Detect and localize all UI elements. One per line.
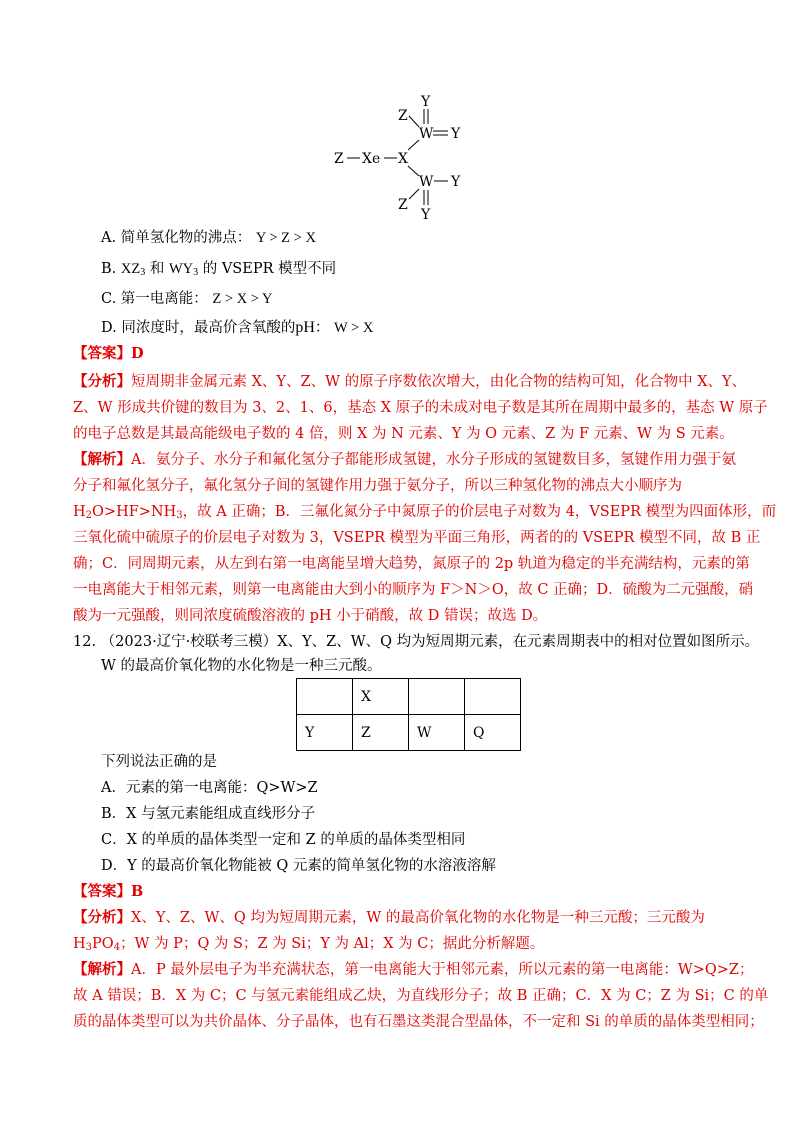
q11-analysis-line-1: 【分析】短周期非金属元素 X、Y、Z、W 的原子序数依次增大，由化合物的结构可知，化合物中 X、Y、 [73, 373, 747, 390]
q12-option-d: D．Y 的最高价氧化物能被 Q 元素的简单氢化物的水溶液溶解 [101, 858, 496, 874]
q11-explain-line-6: 一电离能大于相邻元素，则第一电离能由大到小的顺序为 F＞N＞O，故 C 正确；D．硫酸为二元强酸，硝 [73, 582, 754, 598]
q11-option-a [101, 228, 316, 248]
bond-w-z-bottom [409, 189, 419, 199]
question-number: 12. [73, 634, 97, 650]
q12-explain-line-2: 故 A 错误；B．X 为 C；C 与氢元素能组成乙炔，为直线形分子；故 B 正确；C．X 为 C；Z 为 Si；C 的单 [73, 988, 769, 1004]
q12-option-a: A．元素的第一电离能：Q>W>Z [101, 780, 318, 796]
q11-analysis-line-2: Z、W 形成共价键的数目为 3、2、1、6，基态 X 原子的未成对电子数是其所在周期中最多的，基态 W 原子 [73, 400, 768, 416]
option-formula: Z > X > Y [212, 291, 273, 307]
formula-wy3: $WY_3$ [168, 261, 199, 278]
analysis-tag: 【分析】 [73, 373, 131, 390]
answer-value: B [131, 883, 144, 900]
atom-w-bottom: W [419, 174, 434, 190]
table-row [297, 679, 521, 715]
answer-tag: 【答案】 [73, 345, 131, 362]
option-text: 同浓度时，最高价含氧酸的 [121, 320, 296, 336]
atom-w-top: W [419, 126, 434, 142]
q12-stem-line-2: W 的最高价氧化物的水化物是一种三元酸。 [101, 658, 382, 674]
bond-w-x-top [408, 140, 419, 150]
option-label: B. [101, 261, 117, 277]
table-cell [297, 679, 353, 715]
table-cell [409, 679, 465, 715]
atom-y-bottom-right: Y [451, 174, 461, 190]
q12-analysis-line-2: $H_3PO_4$；W 为 P；Q 为 S；Z 为 Si；Y 为 Al；X 为 C；据此分析解题。 [73, 936, 545, 953]
table-row [297, 715, 521, 751]
table-cell: X [353, 679, 409, 715]
q11-option-d: D. 同浓度时，最高价含氧酸的pH： W > X [101, 319, 374, 336]
q12-answer [73, 882, 143, 902]
periodic-position-table [296, 678, 521, 751]
q12-explain-line-3: 质的晶体类型可以为共价晶体、分子晶体，也有石墨这类混合型晶体，不一定和 Si 的单质的晶体类型相同； [73, 1014, 764, 1030]
option-text: 简单氢化物的沸点： [120, 230, 252, 246]
q12-option-c: C．X 的单质的晶体类型一定和 Z 的单质的晶体类型相同 [101, 832, 466, 848]
q12-option-b: B．X 与氢元素能组成直线形分子 [101, 806, 316, 822]
table-cell: Y [297, 715, 353, 751]
q11-explain-line-4: 三氧化硫中硫原子的价层电子对数为 3，VSEPR 模型为平面三角形，两者的的 VSEPR 模型不同，故 B 正 [73, 530, 761, 546]
q12-explain-line-1: 【解析】A．P 最外层电子为半充满状态，第一电离能大于相邻元素，所以元素的第一电离能：W>Q>Z； [73, 961, 754, 978]
option-formula: W > X [334, 320, 374, 336]
table-cell [465, 679, 521, 715]
option-label: A. [101, 230, 117, 246]
option-label: C. [101, 291, 117, 307]
q12-analysis-line-1: 【分析】X、Y、Z、W、Q 均为短周期元素，W 的最高价氧化物的水化物是一种三元酸；三元酸为 [73, 909, 705, 926]
option-text: 的 VSEPR 模型不同 [202, 261, 337, 277]
atom-y-top-up: Y [421, 94, 431, 110]
table-cell: Z [353, 715, 409, 751]
q11-analysis-line-3: 的电子总数是其最高能级电子数的 4 倍，则 X 为 N 元素、Y 为 O 元素、Z 为 F 元素、W 为 S 元素。 [73, 426, 734, 442]
q12-question: 下列说法正确的是 [101, 754, 217, 770]
explain-tag: 【解析】 [73, 451, 131, 468]
option-text: 第一电离能： [120, 291, 208, 307]
atom-z-bottom-left: Z [398, 197, 408, 213]
option-label: D. [101, 320, 117, 336]
q11-explain-line-5: 确；C．同周期元素，从左到右第一电离能呈增大趋势，氮原子的 2p 轨道为稳定的半充满结构，元素的第 [73, 556, 750, 572]
table-cell: W [409, 715, 465, 751]
option-mid: 和 [149, 261, 165, 277]
bond-x-w-bottom [408, 166, 419, 176]
q11-option-c [101, 289, 273, 309]
atom-y-top-right: Y [451, 126, 461, 142]
atom-z-top-left: Z [398, 108, 408, 124]
q11-option-b [101, 259, 336, 279]
table-cell: Q [465, 715, 521, 751]
atom-xe: Xe [362, 151, 381, 167]
atom-x: X [398, 151, 408, 167]
q11-explain-line-2: 分子和氟化氢分子，氟化氢分子间的氢键作用力强于氨分子，所以三种氢化物的沸点大小顺序为 [73, 478, 682, 494]
option-formula: Y > Z > X [255, 230, 316, 246]
atom-z-left: Z [334, 151, 344, 167]
formula-xz3: $XZ_3$ [120, 261, 146, 278]
bond-z-w-top [409, 116, 419, 127]
q11-explain-line-7: 酸为一元强酸，则同浓度硫酸溶液的 pH 小于硝酸，故 D 错误；故选 D。 [73, 608, 548, 624]
q11-explain-line-1: 【解析】A．氨分子、水分子和氟化氢分子都能形成氢键，水分子形成的氢键数目多，氢键作用力强于氨 [73, 451, 736, 468]
q11-explain-line-3: $H_2O>HF>NH_3$，故 A 正确；B．三氟化氮分子中氮原子的价层电子对数为 4，VSEPR 模型为四面体形，而 [73, 504, 777, 521]
ph-symbol: pH [295, 319, 315, 336]
structural-formula-diagram [320, 92, 480, 222]
atom-y-bottom-down: Y [421, 207, 431, 222]
answer-tag: 【答案】 [73, 883, 131, 900]
q12-stem-line-1: 12. （2023·辽宁·校联考三模）X、Y、Z、W、Q 均为短周期元素，在元素周期表中的相对位置如图所示。 [73, 634, 760, 650]
analysis-tag: 【分析】 [73, 909, 131, 926]
q11-answer [73, 344, 144, 364]
explain-tag: 【解析】 [73, 961, 131, 978]
answer-value: D [131, 345, 144, 362]
